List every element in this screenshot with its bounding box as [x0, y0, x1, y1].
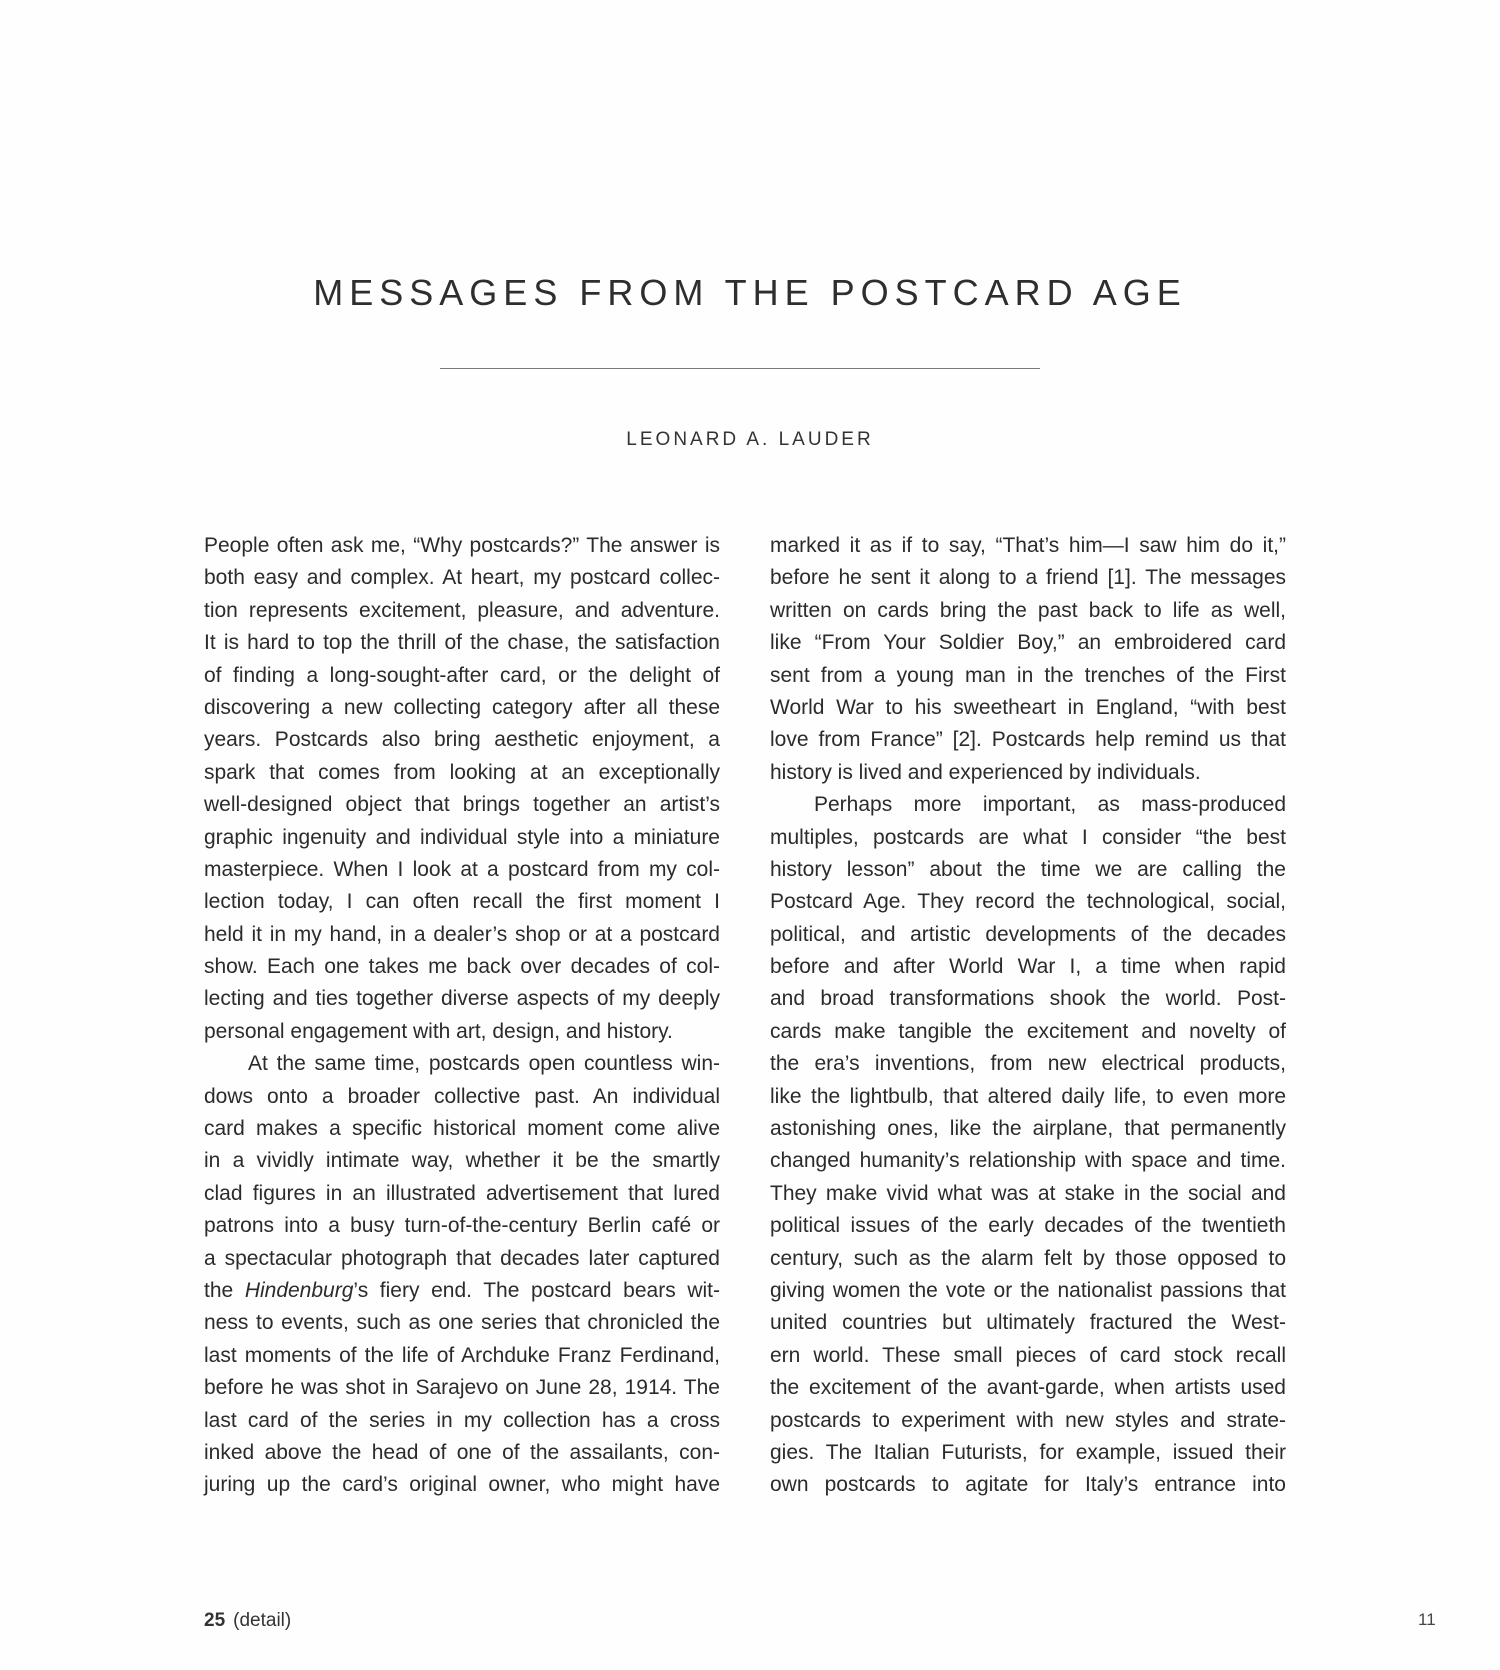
text-line: lection today, I can often recall the first moment I	[204, 890, 720, 914]
text-line: in a vividly intimate way, whether it be the smartly	[204, 1149, 720, 1173]
text-line: graphic ingenuity and individual style into a miniature	[204, 825, 720, 849]
text-line: It is hard to top the thrill of the chase, the satisfaction	[204, 631, 720, 655]
text-line: cards make tangible the excitement and novelty of	[770, 1019, 1286, 1043]
text-line: clad figures in an illustrated advertisement that lured	[204, 1181, 720, 1205]
text-line: a spectacular photograph that decades later captured	[204, 1246, 720, 1270]
text-line: Perhaps more important, as mass-produced	[814, 793, 1286, 817]
text-line: tion represents excitement, pleasure, and adventure.	[204, 598, 720, 622]
text-line: show. Each one takes me back over decades of col-	[204, 955, 720, 979]
text-line: multiples, postcards are what I consider “the best	[770, 825, 1286, 849]
text-line: of finding a long-sought-after card, or the delight of	[204, 663, 720, 687]
figure-note: (detail)	[233, 1610, 292, 1631]
text-line: united countries but ultimately fractured the West-	[770, 1311, 1286, 1335]
text-line: history lesson” about the time we are calling the	[770, 857, 1286, 881]
text-line: lecting and ties together diverse aspects of my deeply	[204, 987, 720, 1011]
text-line: ness to events, such as one series that chronicled the	[204, 1311, 720, 1335]
left-text-column	[204, 530, 720, 1502]
text-line: political issues of the early decades of the twentieth	[770, 1214, 1286, 1238]
text-line: masterpiece. When I look at a postcard from my col-	[204, 857, 720, 881]
text-line: World War to his sweetheart in England, “with best	[770, 695, 1286, 719]
paragraph-4	[770, 789, 1286, 1502]
paragraph-2	[204, 1048, 720, 1501]
text-line: spark that comes from looking at an exceptionally	[204, 760, 720, 784]
right-text-column	[770, 530, 1286, 1502]
author-name: LEONARD A. LAUDER	[626, 429, 874, 450]
text-line: the Hindenburg’s fiery end. The postcard bears wit-	[204, 1278, 720, 1302]
text-line: well-designed object that brings together an artist’s	[204, 793, 720, 817]
text-line: last card of the series in my collection has a cross	[204, 1408, 720, 1432]
text-line: before he sent it along to a friend [1]. The messages	[770, 566, 1286, 590]
text-line: the era’s inventions, from new electrical products,	[770, 1052, 1286, 1076]
text-line: marked it as if to say, “That’s him—I saw him do it,”	[770, 534, 1286, 557]
text-line: last moments of the life of Archduke Franz Ferdinand,	[204, 1343, 720, 1367]
text-line: changed humanity’s relationship with space and time.	[770, 1149, 1286, 1173]
text-line: inked above the head of one of the assailants, con-	[204, 1440, 720, 1464]
text-line: patrons into a busy turn-of-the-century Berlin café or	[204, 1214, 720, 1238]
text-line: People often ask me, “Why postcards?” The answer is	[204, 534, 720, 557]
text-line: history is lived and experienced by individuals.	[770, 760, 1201, 784]
text-line: written on cards bring the past back to life as well,	[770, 598, 1286, 622]
text-line: dows onto a broader collective past. An individual	[204, 1084, 720, 1108]
essay-title: MESSAGES FROM THE POSTCARD AGE	[313, 272, 1187, 313]
text-line: before and after World War I, a time when rapid	[770, 955, 1286, 979]
text-line: both easy and complex. At heart, my postcard collec-	[204, 566, 720, 590]
text-line: political, and artistic developments of the decades	[770, 922, 1286, 946]
text-line: postcards to experiment with new styles and strate-	[770, 1408, 1286, 1432]
text-line: before he was shot in Sarajevo on June 28, 1914. The	[204, 1376, 720, 1400]
text-line: love from France” [2]. Postcards help remind us that	[770, 728, 1286, 752]
text-line: juring up the card’s original owner, who might have	[204, 1473, 720, 1497]
text-line: personal engagement with art, design, and history.	[204, 1019, 673, 1043]
text-line: held it in my hand, in a dealer’s shop or at a postcard	[204, 922, 720, 946]
figure-caption	[204, 1610, 291, 1632]
text-line: own postcards to agitate for Italy’s entrance into	[770, 1473, 1286, 1497]
page-number: 11	[1418, 1610, 1436, 1629]
text-line: the excitement of the avant-garde, when artists used	[770, 1376, 1286, 1400]
figure-number: 25	[204, 1610, 226, 1631]
text-line: They make vivid what was at stake in the social and	[770, 1181, 1286, 1205]
text-line: giving women the vote or the nationalist passions that	[770, 1278, 1286, 1302]
text-line: astonishing ones, like the airplane, that permanently	[770, 1117, 1286, 1141]
text-line: years. Postcards also bring aesthetic enjoyment, a	[204, 728, 720, 752]
text-line: like the lightbulb, that altered daily life, to even more	[770, 1084, 1286, 1108]
paragraph-3	[770, 530, 1286, 789]
text-line: sent from a young man in the trenches of the First	[770, 663, 1286, 687]
text-line: Postcard Age. They record the technological, social,	[770, 890, 1286, 914]
text-line: card makes a specific historical moment come alive	[204, 1117, 720, 1141]
text-line: ern world. These small pieces of card stock recall	[770, 1343, 1286, 1367]
text-line: like “From Your Soldier Boy,” an embroidered card	[770, 631, 1286, 655]
title-divider	[440, 368, 1040, 369]
paragraph-1	[204, 530, 720, 1048]
text-line: gies. The Italian Futurists, for example, issued their	[770, 1440, 1286, 1464]
text-line: At the same time, postcards open countless win-	[248, 1052, 720, 1076]
text-line: century, such as the alarm felt by those opposed to	[770, 1246, 1286, 1270]
text-line: and broad transformations shook the world. Post-	[770, 987, 1286, 1011]
italic-ship-name: Hindenburg	[244, 1278, 354, 1302]
text-line: discovering a new collecting category after all these	[204, 695, 720, 719]
